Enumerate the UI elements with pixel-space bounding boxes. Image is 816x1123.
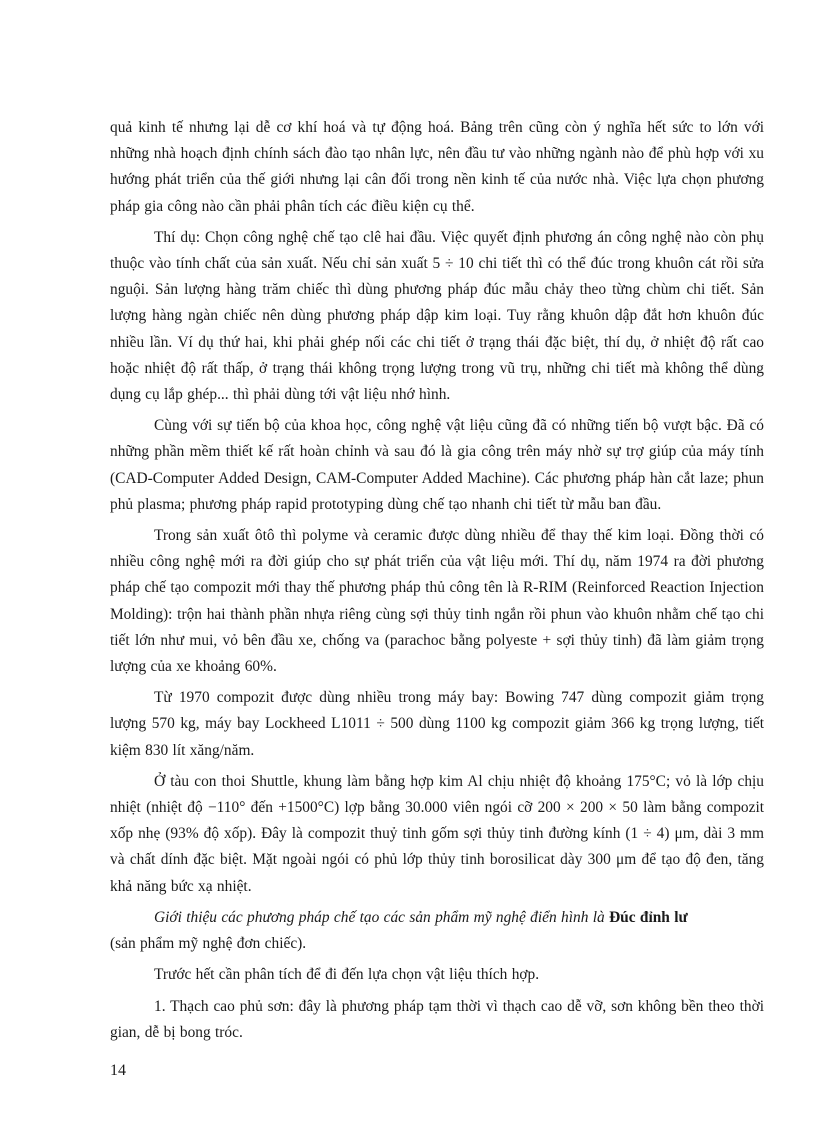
paragraph-4: Trong sản xuất ôtô thì polyme và ceramic được dùng nhiều để thay thế kim loại. Đồng thời có nhiều công nghệ mới ra đời giúp cho sự phát triển của vật liệu mới. Thí dụ, năm 1974 ra đời phương pháp chế tạo compozit mới thay thế phương pháp thủ công tên là R-RIM (Reinforced Reaction Injection Molding): trộn hai thành phần nhựa riêng cùng sợi thủy tinh ngắn rồi phun vào khuôn nhằm chế tạo chi tiết lớn như mui, vỏ bên đầu xe, chống va (parachoc bằng polyeste + sợi thủy tinh) đã làm giảm trọng lượng của xe khoảng 60%. xyxy=(110,527,764,676)
paragraph-8: Trước hết cần phân tích để đi đến lựa chọn vật liệu thích hợp. xyxy=(154,966,540,984)
paragraph-7 xyxy=(110,905,764,957)
paragraph-5: Từ 1970 compozit được dùng nhiều trong máy bay: Bowing 747 dùng compozit giảm trọng lượng 570 kg, máy bay Lockheed L1011 ÷ 500 dùng 1100 kg compozit giảm 366 kg trọng lượng, tiết kiệm 830 lít xăng/năm. xyxy=(110,689,764,759)
bold-term: Đúc đỉnh lư xyxy=(609,908,688,926)
italic-intro: Giới thiệu các phương pháp chế tạo các sản phẩm mỹ nghệ điển hình là xyxy=(154,908,610,926)
paragraph-9: 1. Thạch cao phủ sơn: đây là phương pháp tạm thời vì thạch cao dễ vỡ, sơn không bền theo thời gian, dễ bị bong tróc. xyxy=(110,997,764,1041)
page-number: 14 xyxy=(110,1062,126,1079)
italic-tail: (sản phẩm mỹ nghệ đơn chiếc). xyxy=(110,935,307,953)
paragraph-6: Ở tàu con thoi Shuttle, khung làm bằng hợp kim Al chịu nhiệt độ khoảng 175°C; vỏ là lớp chịu nhiệt (nhiệt độ −110° đến +1500°C) lợp bằng 30.000 viên ngói cỡ 200 × 200 × 50 làm bằng compozit xốp nhẹ (93% độ xốp). Đây là compozit thuỷ tinh gốm sợi thủy tinh đường kính (1 ÷ 4) μm, dài 3 mm và chất dính đặc biệt. Mặt ngoài ngói có phủ lớp thủy tinh borosilicat dày 300 μm để tạo độ đen, tăng khả năng bức xạ nhiệt. xyxy=(110,772,764,895)
paragraph-3: Cùng với sự tiến bộ của khoa học, công nghệ vật liệu cũng đã có những tiến bộ vượt bậc. Đã có những phần mềm thiết kế rất hoàn chỉnh và sau đó là gia công trên máy nhờ sự trợ giúp của máy tính (CAD-Computer Added Design, CAM-Computer Added Machine). Các phương pháp hàn cắt laze; phun phủ plasma; phương pháp rapid prototyping dùng chế tạo nhanh chi tiết từ mẫu ban đầu. xyxy=(110,417,764,513)
paragraph-1: quả kinh tế nhưng lại dễ cơ khí hoá và tự động hoá. Bảng trên cũng còn ý nghĩa hết sức to lớn với những nhà hoạch định chính sách đào tạo nhân lực, nên đầu tư vào những ngành nào để phù hợp với xu hướng phát triển của thế giới nhưng lại cân đối trong nền kinh tế của nước nhà. Việc lựa chọn phương pháp gia công nào cần phải phân tích các điều kiện cụ thể. xyxy=(110,119,764,215)
body-text xyxy=(110,115,764,1051)
paragraph-2: Thí dụ: Chọn công nghệ chế tạo clê hai đầu. Việc quyết định phương án công nghệ nào còn phụ thuộc vào tính chất của sản xuất. Nếu chỉ sản xuất 5 ÷ 10 chi tiết thì có thể đúc trong khuôn cát rồi sửa nguội. Sản lượng hàng trăm chiếc thì dùng phương pháp đúc mẫu chảy theo từng chùm chi tiết. Sản lượng hàng ngàn chiếc nên dùng phương pháp dập kim loại. Tuy rằng khuôn dập đắt hơn khuôn đúc nhiều lần. Ví dụ thứ hai, khi phải ghép nối các chi tiết ở trạng thái đặc biệt, thí dụ, ở nhiệt độ rất cao hoặc nhiệt độ rất thấp, ở trạng thái không trọng lượng trong vũ trụ, những chi tiết mà không thể dùng dụng cụ lắp ghép... thì phải dùng tới vật liệu nhớ hình. xyxy=(110,228,764,404)
